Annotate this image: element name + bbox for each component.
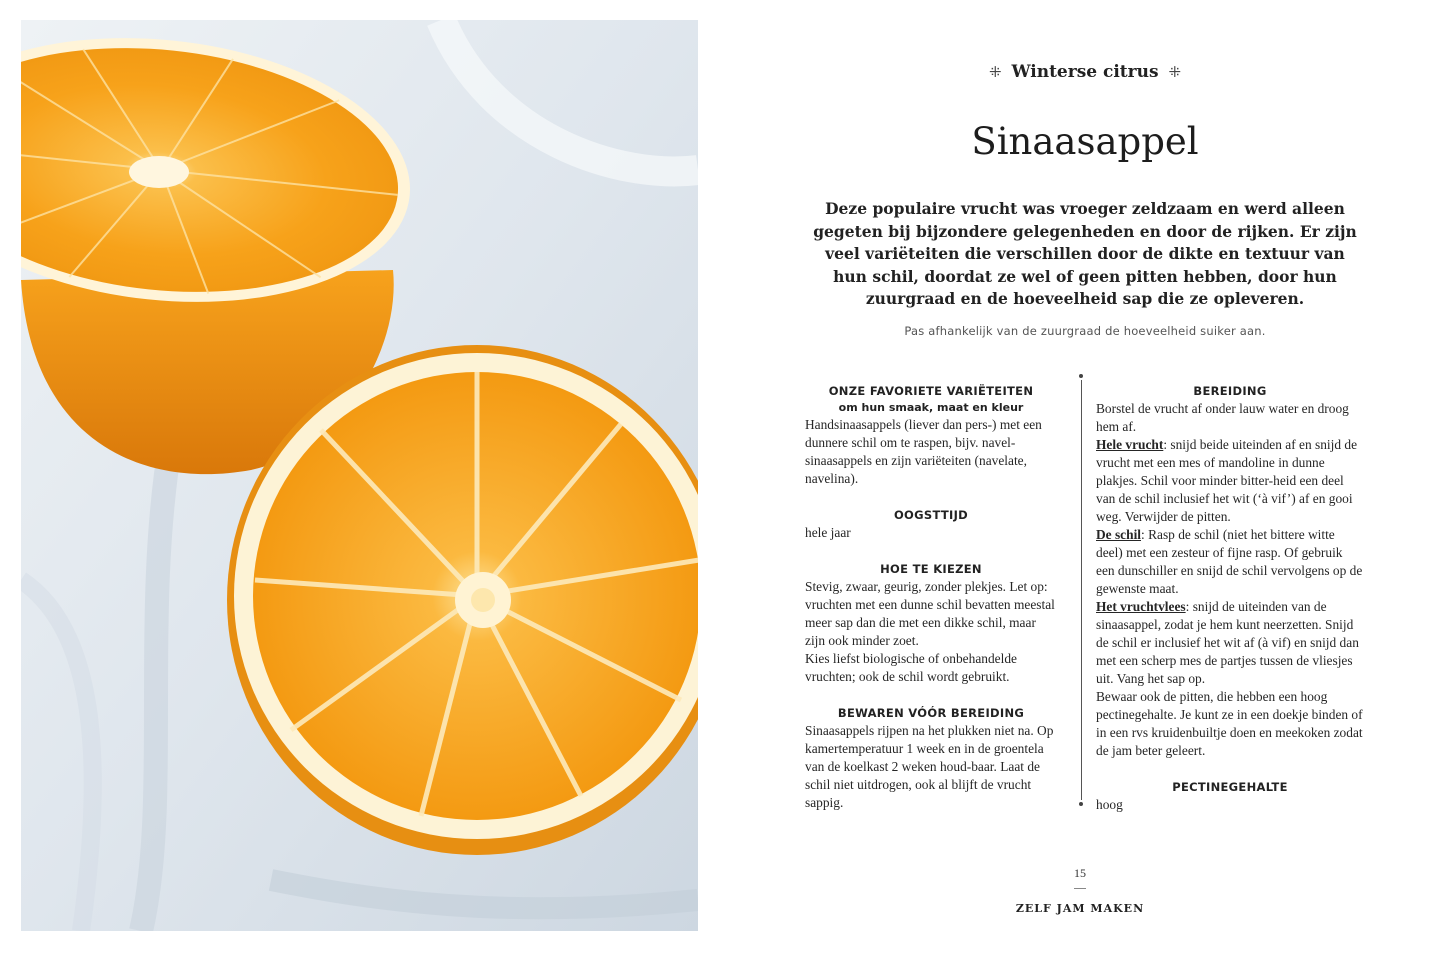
choose-text: Stevig, zwaar, geurig, zonder plekjes. Let op: vruchten met een dunne schil bevatten meestal meer sap dan die met een dikke schil, maar zijn ook minder zoet. bbox=[805, 579, 1055, 648]
varieties-text: Handsinaasappels (liever dan pers-) met een dunnere schil om te raspen, bijv. navel-sinaasappels en zijn variëteiten (navelate, navelina). bbox=[805, 417, 1042, 486]
flesh-term: Het vruchtvlees bbox=[1096, 599, 1186, 614]
section-kicker bbox=[740, 62, 1430, 82]
harvest-heading: OOGSTTIJD bbox=[893, 508, 969, 522]
footer-dash bbox=[1074, 888, 1086, 889]
divider-dot-top bbox=[1079, 374, 1083, 378]
choose-text-2: Kies liefst biologische of onbehandelde vruchten; ook de schil wordt gebruikt. bbox=[805, 651, 1017, 684]
column-divider bbox=[1080, 374, 1082, 806]
flesh-paragraph bbox=[1096, 598, 1364, 688]
page-title: Sinaasappel bbox=[971, 120, 1199, 163]
left-column bbox=[805, 382, 1057, 812]
intro-paragraph: Deze populaire vrucht was vroeger zeldzaam en werd alleen gegeten bij bijzondere gelegenheden en door de rijken. Er zijn veel variëteiten die verschillen door de dikte en textuur van hun schil, doordat ze wel of geen pitten hebben, door hun zuurgraad en de hoeveelheid sap die ze opleveren. bbox=[813, 199, 1357, 309]
preparation-intro: Borstel de vrucht af onder lauw water en droog hem af. bbox=[1096, 401, 1349, 434]
seeds-text: Bewaar ook de pitten, die hebben een hoog pectinegehalte. Je kunt ze in een doekje binden of in een rvs kruidenbuiltje doen en meekoken zodat de jam beter geleert. bbox=[1096, 689, 1363, 758]
flesh-text: : snijd de uiteinden van de sinaasappel, zodat je hem kunt neerzetten. Snijd de schil er inclusief het wit af (à vif) en snijd dan met een scherp mes de partjes tussen de vliesjes uit. Vang het sap op. bbox=[1096, 599, 1359, 686]
divider-dot-bottom bbox=[1079, 802, 1083, 806]
pectin-text: hoog bbox=[1096, 797, 1123, 812]
whole-fruit-term: Hele vrucht bbox=[1096, 437, 1164, 452]
varieties-subheading: om hun smaak, maat en kleur bbox=[838, 401, 1024, 414]
varieties-heading: ONZE FAVORIETE VARIËTEITEN bbox=[828, 384, 1034, 398]
book-title: ZELF JAM MAKEN bbox=[1015, 902, 1145, 915]
page-number: 15 bbox=[1074, 866, 1086, 880]
storage-text: Sinaasappels rijpen na het plukken niet na. Op kamertemperatuur 1 week en in de groentela van de koelkast 2 weken houd-baar. Laat de schil niet uitdrogen, ook al blijft de vrucht sappig. bbox=[805, 723, 1054, 810]
whole-fruit-text: : snijd beide uiteinden af en snijd de vrucht met een mes of mandoline in dunne plakjes. Schil voor minder bitter-heid een deel van de schil inclusief het wit (‘à vif’) af en gooi weg. Verwijder de pitten. bbox=[1096, 437, 1358, 524]
orange-photo-illustration bbox=[21, 20, 698, 931]
whole-fruit-paragraph bbox=[1096, 436, 1364, 526]
snowflake-left-icon: ⁜ bbox=[988, 63, 1002, 81]
peel-term: De schil bbox=[1096, 527, 1142, 542]
harvest-text: hele jaar bbox=[805, 525, 851, 540]
snowflake-right-icon: ⁜ bbox=[1168, 63, 1182, 81]
orange-halves-photo bbox=[21, 20, 698, 931]
choose-heading: HOE TE KIEZEN bbox=[880, 562, 982, 576]
section-kicker-text: Winterse citrus bbox=[1011, 62, 1159, 82]
divider-line bbox=[1081, 380, 1082, 800]
peel-paragraph bbox=[1096, 526, 1364, 598]
storage-heading: BEWAREN VÓÓR BEREIDING bbox=[837, 706, 1025, 720]
pectin-heading: PECTINEGEHALTE bbox=[1172, 780, 1288, 794]
sugar-note: Pas afhankelijk van de zuurgraad de hoeveelheid suiker aan. bbox=[904, 324, 1266, 338]
peel-text: : Rasp de schil (niet het bittere witte deel) met een zesteur of fijne rasp. Of gebruik een dunschiller en snijd de schil vervolgens op de gewenste maat. bbox=[1096, 527, 1363, 596]
preparation-heading: BEREIDING bbox=[1193, 384, 1267, 398]
right-column bbox=[1096, 382, 1364, 814]
